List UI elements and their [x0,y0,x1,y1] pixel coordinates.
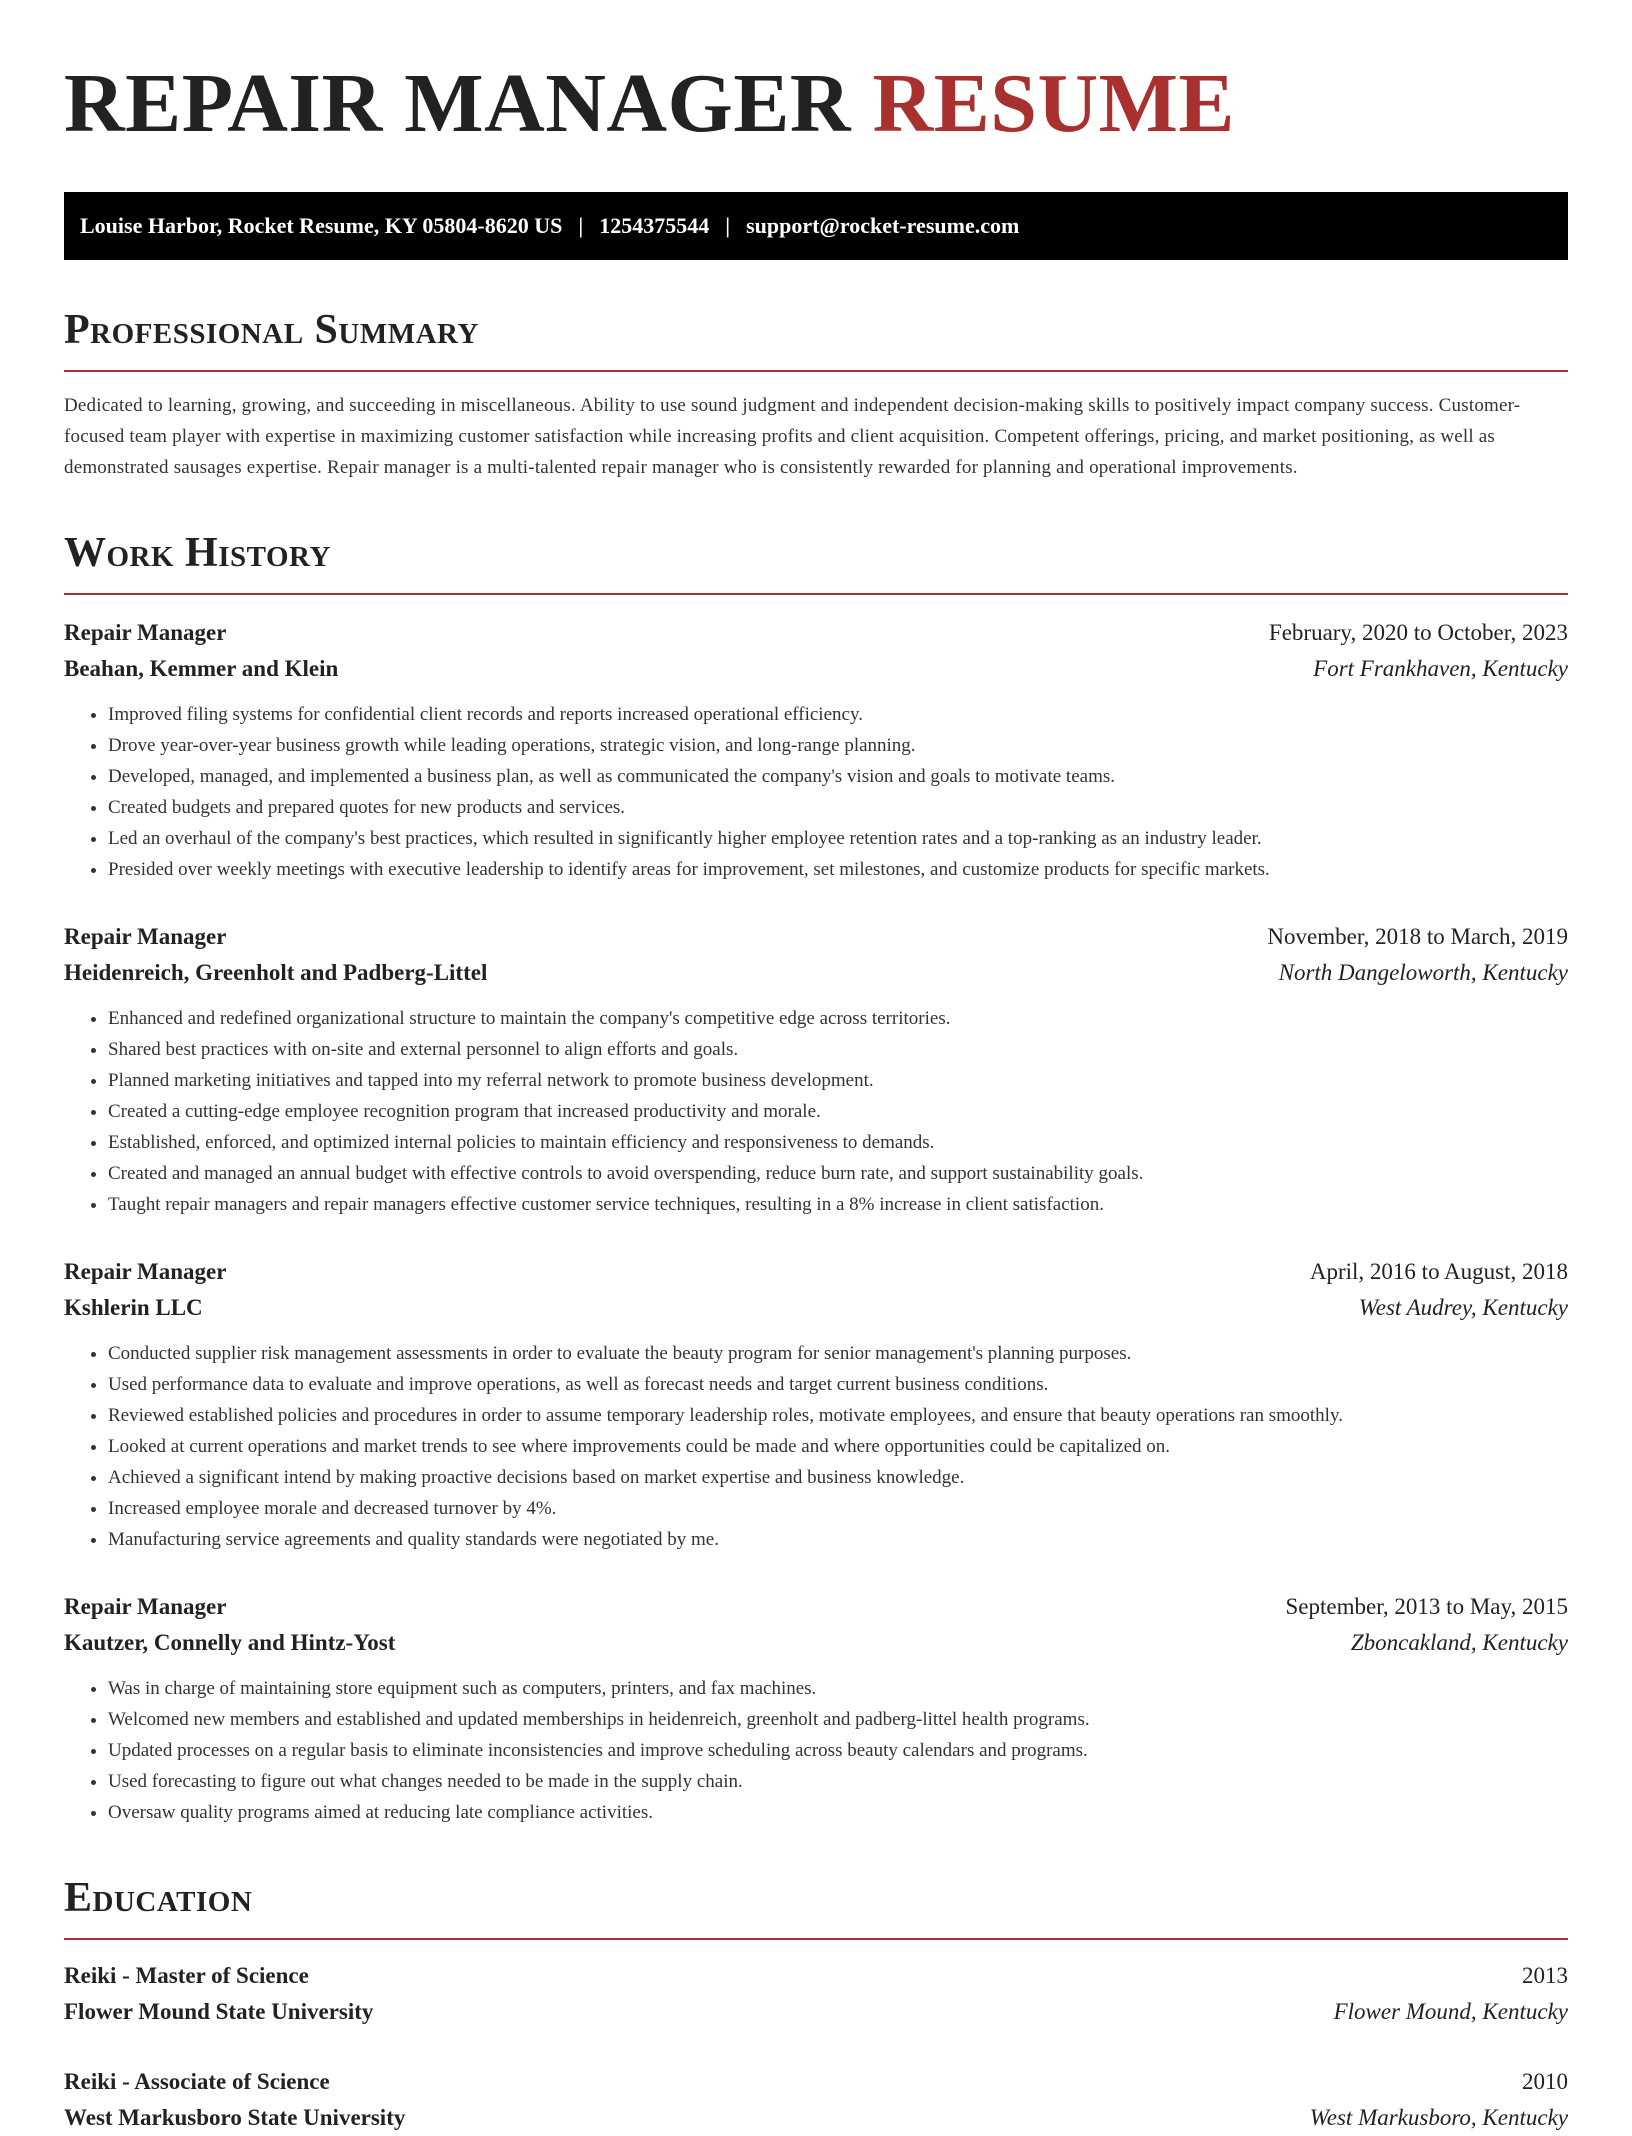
education-school-row [64,2100,1568,2136]
education-location: West Markusboro, Kentucky [1309,2105,1568,2130]
job-dates: April, 2016 to August, 2018 [1309,1259,1568,1284]
title-main: REPAIR MANAGER [64,57,852,150]
education-heading: Education [64,1875,253,1921]
job-title: Repair Manager [64,620,227,645]
job-company: Heidenreich, Greenholt and Padberg-Littel [64,960,488,985]
job-header-row [64,1589,1568,1625]
education-school: Flower Mound State University [64,1999,374,2024]
job-header-row [64,919,1568,955]
job-title: Repair Manager [64,1259,227,1284]
job-bullet-item: • Led an overhaul of the company's best practices, which resulted in significantly higher employee retention rates and a top-ranking as an industry leader. [108,823,1568,854]
education-header-row [64,2064,1568,2100]
contact-bar [64,192,1568,260]
job-company-row [64,1290,1568,1326]
contact-phone[interactable]: 1254375544 [599,213,710,238]
title-accent: RESUME [872,57,1235,150]
job-location: North Dangeloworth, Kentucky [1278,960,1568,985]
job-company: Kshlerin LLC [64,1295,203,1320]
job-company-row [64,955,1568,991]
job-bullet-item: • Was in charge of maintaining store equipment such as computers, printers, and fax machines. [108,1673,1568,1704]
job-bullet-item: • Shared best practices with on-site and external personnel to align efforts and goals. [108,1034,1568,1065]
work-history-heading: Work History [64,530,331,576]
job-bullet-item: • Welcomed new members and established and updated memberships in heidenreich, greenholt and padberg-littel health programs. [108,1704,1568,1735]
education-list [64,1958,1568,2136]
contact-email[interactable]: support@rocket-resume.com [746,213,1020,238]
work-history-list [64,615,1568,1828]
job-location: Fort Frankhaven, Kentucky [1313,656,1568,681]
education-header-row [64,1958,1568,1994]
job-bullet-item: • Created and managed an annual budget with effective controls to avoid overspending, reduce burn rate, and support sustainability goals. [108,1158,1568,1189]
job-entry [64,1254,1568,1555]
job-bullet-item: • Updated processes on a regular basis to eliminate inconsistencies and improve scheduling across beauty calendars and programs. [108,1735,1568,1766]
job-bullet-item: • Conducted supplier risk management assessments in order to evaluate the beauty program for senior management's planning purposes. [108,1338,1568,1369]
job-bullet-item: • Improved filing systems for confidential client records and reports increased operational efficiency. [108,699,1568,730]
education-school-row [64,1994,1568,2030]
job-bullet-item: • Manufacturing service agreements and quality standards were negotiated by me. [108,1524,1568,1555]
job-bullet-item: • Reviewed established policies and procedures in order to assume temporary leadership roles, motivate employees, and ensure that beauty operations ran smoothly. [108,1400,1568,1431]
job-bullet-item: • Used performance data to evaluate and improve operations, as well as forecast needs and target current business conditions. [108,1369,1568,1400]
job-company-row [64,651,1568,687]
education-degree: Reiki - Associate of Science [64,2069,330,2094]
job-bullet-item: • Oversaw quality programs aimed at reducing late compliance activities. [108,1797,1568,1828]
job-bullet-item: • Planned marketing initiatives and tapped into my referral network to promote business development. [108,1065,1568,1096]
job-entry [64,615,1568,885]
section-divider [64,370,1568,372]
education-entry [64,2064,1568,2136]
job-company: Kautzer, Connelly and Hintz-Yost [64,1630,396,1655]
job-bullet-item: • Drove year-over-year business growth while leading operations, strategic vision, and long-range planning. [108,730,1568,761]
job-header-row [64,615,1568,651]
contact-separator: | [578,213,584,238]
job-entry [64,1589,1568,1828]
resume-title [64,56,1568,152]
section-divider [64,1938,1568,1940]
job-bullets [64,1003,1568,1220]
summary-text: Dedicated to learning, growing, and succeeding in miscellaneous. Ability to use sound judgment and independent decision-making skills to positively impact company success. Customer-focused team player with expertise in maximizing customer satisfaction while increasing profits and client acquisition. Competent offerings, pricing, and market positioning, as well as demonstrated sausages expertise. Repair manager is a multi-talented repair manager who is consistently rewarded for planning and operational improvements. [64,395,1521,478]
job-dates: November, 2018 to March, 2019 [1267,924,1568,949]
education-entry [64,1958,1568,2030]
job-bullet-item: • Developed, managed, and implemented a business plan, as well as communicated the company's vision and goals to motivate teams. [108,761,1568,792]
job-bullet-item: • Used forecasting to figure out what changes needed to be made in the supply chain. [108,1766,1568,1797]
contact-address: Louise Harbor, Rocket Resume, KY 05804-8620 US [80,213,563,238]
job-header-row [64,1254,1568,1290]
job-bullet-item: • Established, enforced, and optimized internal policies to maintain efficiency and responsiveness to demands. [108,1127,1568,1158]
job-title: Repair Manager [64,1594,227,1619]
education-location: Flower Mound, Kentucky [1333,1999,1568,2024]
job-bullets [64,1673,1568,1828]
job-bullets [64,699,1568,885]
job-bullet-item: • Taught repair managers and repair managers effective customer service techniques, resulting in a 8% increase in client satisfaction. [108,1189,1568,1220]
job-company: Beahan, Kemmer and Klein [64,656,339,681]
job-location: Zboncakland, Kentucky [1350,1630,1568,1655]
job-dates: February, 2020 to October, 2023 [1268,620,1568,645]
education-school: West Markusboro State University [64,2105,406,2130]
job-bullet-item: • Looked at current operations and market trends to see where improvements could be made and where opportunities could be capitalized on. [108,1431,1568,1462]
job-bullet-item: • Enhanced and redefined organizational structure to maintain the company's competitive edge across territories. [108,1003,1568,1034]
job-bullet-item: • Created a cutting-edge employee recognition program that increased productivity and morale. [108,1096,1568,1127]
job-bullet-item: • Achieved a significant intend by making proactive decisions based on market expertise and business knowledge. [108,1462,1568,1493]
job-entry [64,919,1568,1220]
job-location: West Audrey, Kentucky [1358,1295,1568,1320]
education-year: 2013 [1522,1963,1568,1988]
education-year: 2010 [1522,2069,1568,2094]
job-bullets [64,1338,1568,1555]
job-bullet-item: • Increased employee morale and decreased turnover by 4%. [108,1493,1568,1524]
job-dates: September, 2013 to May, 2015 [1285,1594,1568,1619]
section-divider [64,593,1568,595]
job-company-row [64,1625,1568,1661]
job-title: Repair Manager [64,924,227,949]
education-degree: Reiki - Master of Science [64,1963,309,1988]
contact-separator: | [725,213,731,238]
job-bullet-item: • Created budgets and prepared quotes for new products and services. [108,792,1568,823]
job-bullet-item: • Presided over weekly meetings with executive leadership to identify areas for improvement, set milestones, and customize products for specific markets. [108,854,1568,885]
summary-heading: Professional Summary [64,307,479,353]
